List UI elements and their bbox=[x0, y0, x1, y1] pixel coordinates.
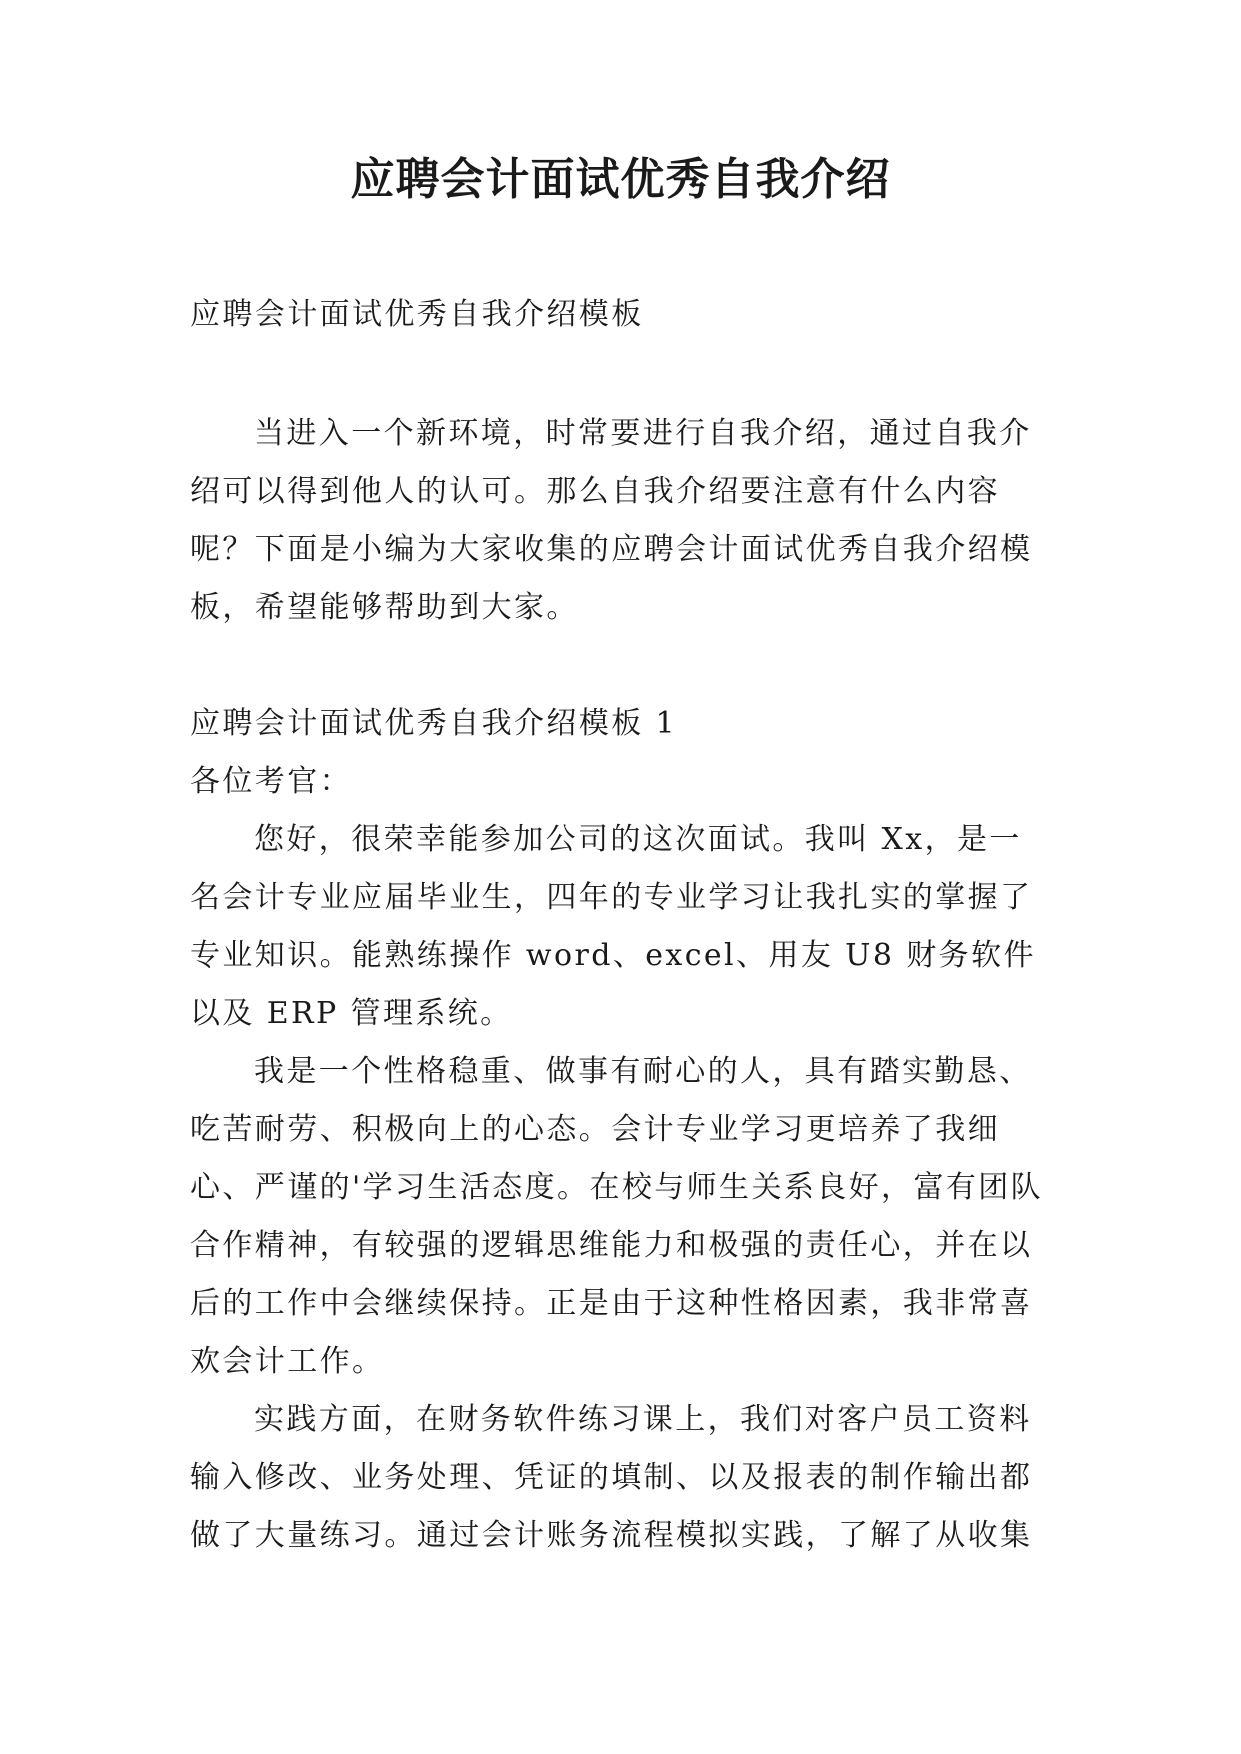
body-paragraph: 我是一个性格稳重、做事有耐心的人，具有踏实勤恳、吃苦耐劳、积极向上的心态。会计专业学习更培养了我细心、严谨的'学习生活态度。在校与师生关系良好，富有团队合作精神，有较强的逻辑思维能力和极强的责任心，并在以后的工作中会继续保持。正是由于这种性格因素，我非常喜欢会计工作。 bbox=[190, 1054, 1044, 1379]
salutation: 各位考官： bbox=[190, 764, 352, 799]
intro-paragraph: 当进入一个新环境，时常要进行自我介绍，通过自我介绍可以得到他人的认可。那么自我介绍要注意有什么内容呢？下面是小编为大家收集的应聘会计面试优秀自我介绍模板，希望能够帮助到大家。 bbox=[190, 416, 1033, 625]
section-body bbox=[190, 753, 1050, 1565]
section-heading: 应聘会计面试优秀自我介绍模板 1 bbox=[190, 706, 678, 741]
document-subtitle: 应聘会计面试优秀自我介绍模板 bbox=[190, 297, 644, 332]
document-title: 应聘会计面试优秀自我介绍 bbox=[350, 154, 891, 205]
body-paragraph: 您好，很荣幸能参加公司的这次面试。我叫 Xx，是一名会计专业应届毕业生，四年的专业学习让我扎实的掌握了专业知识。能熟练操作 word、excel、用友 U8 财务软件以及 ERP 管理系统。 bbox=[190, 822, 1036, 1031]
body-paragraph: 实践方面，在财务软件练习课上，我们对客户员工资料输入修改、业务处理、凭证的填制、以及报表的制作输出都做了大量练习。通过会计账务流程模拟实践，了解了从收集 bbox=[190, 1402, 1033, 1553]
